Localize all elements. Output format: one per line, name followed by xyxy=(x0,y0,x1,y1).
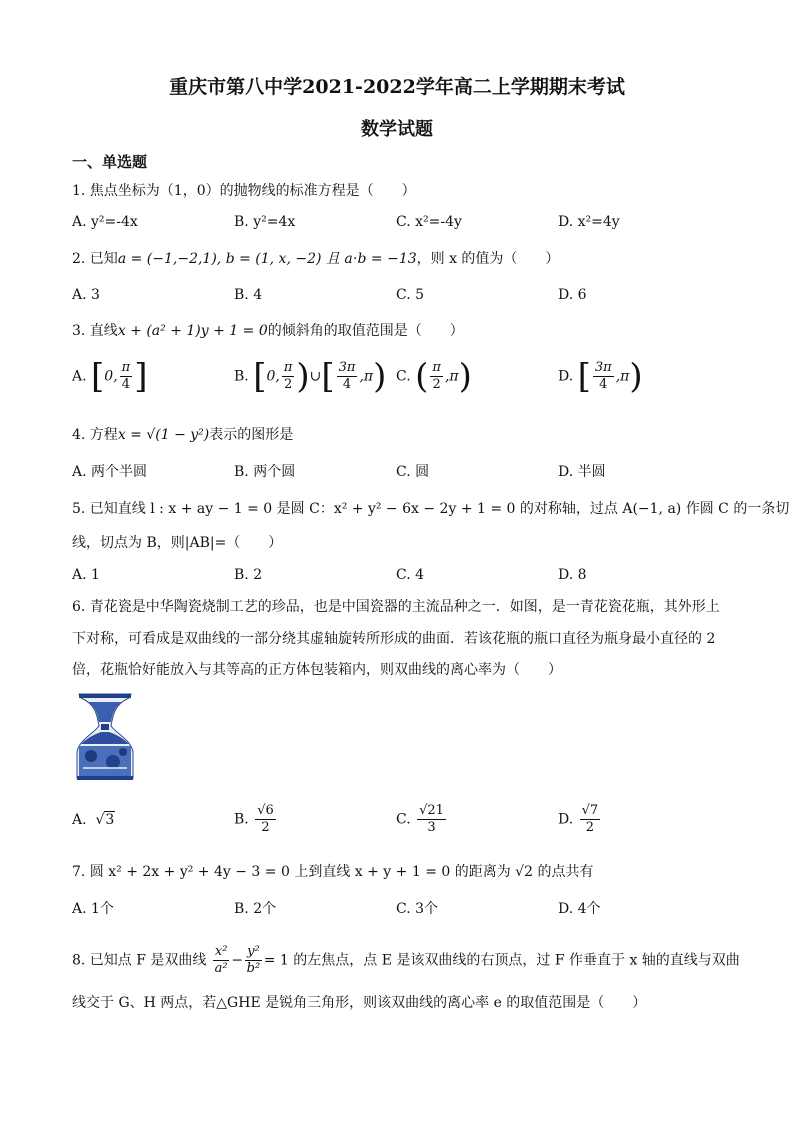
q2-option-b: B. 4 xyxy=(234,287,263,303)
question-7: 7. 圆 x² + 2x + y² + 4y − 3 = 0 上到直线 x + y + 1 = 0 的距离为 √2 的点共有 xyxy=(72,864,594,880)
q3-option-d: D. [ $\frac{3\pi}{4}$ ,π) xyxy=(558,356,643,397)
q6-option-c: C. $\frac{√21}{3}$ xyxy=(396,803,444,835)
q4-suffix: 表示的图形是 xyxy=(209,427,294,443)
q2-option-d: D. 6 xyxy=(558,287,587,303)
q6-option-d: D. $\frac{√7}{2}$ xyxy=(558,803,599,835)
q2-option-c: C. 5 xyxy=(396,287,425,303)
q3-suffix: 的倾斜角的取值范围是（ ） xyxy=(267,323,464,339)
q4-option-c: C. 圆 xyxy=(396,464,430,480)
question-6-line-1: 6. 青花瓷是中华陶瓷烧制工艺的珍品，也是中国瓷器的主流品种之一．如图，是一青花瓷花瓶，其外形上 xyxy=(72,599,720,615)
q3-option-c: C. ( $\frac{\pi}{2}$ ,π) xyxy=(396,356,472,397)
q4-math: x = √(1 − y²) xyxy=(117,427,210,443)
q2-suffix: ，则 x 的值为（ ） xyxy=(416,251,560,267)
q8-prefix: 8. 已知点 F 是双曲线 xyxy=(72,952,207,969)
question-1: 1. 焦点坐标为（1，0）的抛物线的标准方程是（ ） xyxy=(72,183,416,199)
question-2 xyxy=(72,249,559,269)
q5-option-b: B. 2 xyxy=(234,567,263,583)
exam-subtitle: 数学试题 xyxy=(361,119,433,140)
question-8-line-1: 8. 已知点 F 是双曲线 $\frac{\text{x²}}{\text{a²}}$ − $\frac{\text{y²}}{\text{b²}}$ = 1 的左焦点，点 E 是该双曲线的右顶点，过 F 作垂直于 x 轴的直线与双曲 xyxy=(72,944,740,976)
q3-prefix: 3. 直线 xyxy=(72,323,118,339)
question-5-line-2: 线，切点为 B，则|AB|=（ ） xyxy=(72,535,283,551)
q7-option-b: B. 2个 xyxy=(234,901,277,917)
question-8-line-2: 线交于 G、H 两点，若△GHE 是锐角三角形，则该双曲线的离心率 e 的取值范围是（ ） xyxy=(72,995,647,1011)
q1-option-a: A. y²=-4x xyxy=(72,214,138,230)
question-6-line-3: 倍，花瓶恰好能放入与其等高的正方体包装箱内，则双曲线的离心率为（ ） xyxy=(72,662,562,678)
question-4 xyxy=(72,425,293,445)
q3-math: x + (a² + 1)y + 1 = 0 xyxy=(117,323,268,339)
q2-math: a = (−1,−2,1), b = (1, x, −2) 且 a⋅b = −13 xyxy=(117,251,417,267)
q7-option-d: D. 4个 xyxy=(558,901,601,917)
q5-option-a: A. 1 xyxy=(72,567,100,583)
q5-option-c: C. 4 xyxy=(396,567,425,583)
q5-option-d: D. 8 xyxy=(558,567,587,583)
q3-option-a: A. [0, $\frac{\pi}{4}$ ] xyxy=(72,356,148,397)
q1-option-b: B. y²=4x xyxy=(234,214,296,230)
q3-option-b: B. [0, $\frac{\pi}{2}$ )∪[ $\frac{3\pi}{4}$ ,π) xyxy=(234,356,387,397)
q7-option-a: A. 1个 xyxy=(72,901,114,917)
exam-title: 重庆市第八中学2021-2022学年高二上学期期末考试 xyxy=(169,76,625,98)
q8-suffix: = 1 的左焦点，点 E 是该双曲线的右顶点，过 F 作垂直于 x 轴的直线与双曲 xyxy=(263,952,740,969)
vase-image xyxy=(73,692,137,784)
q7-option-c: C. 3个 xyxy=(396,901,439,917)
question-5-line-1: 5. 已知直线 l : x + ay − 1 = 0 是圆 C：x² + y² − 6x − 2y + 1 = 0 的对称轴，过点 A(−1, a) 作圆 C 的一条切 xyxy=(72,501,790,517)
q6-option-a: A. √3 xyxy=(72,812,115,828)
q1-option-c: C. x²=-4y xyxy=(396,214,462,230)
q4-option-b: B. 两个圆 xyxy=(234,464,296,480)
q1-option-d: D. x²=4y xyxy=(558,214,620,230)
question-6-line-2: 下对称，可看成是双曲线的一部分绕其虚轴旋转所形成的曲面．若该花瓶的瓶口直径为瓶身最小直径的 2 xyxy=(72,631,716,647)
question-3 xyxy=(72,321,464,341)
section-heading: 一、单选题 xyxy=(72,153,148,171)
q4-option-d: D. 半圆 xyxy=(558,464,606,480)
q6-option-b: B. $\frac{√6}{2}$ xyxy=(234,803,274,835)
q2-prefix: 2. 已知 xyxy=(72,251,118,267)
q2-option-a: A. 3 xyxy=(72,287,100,303)
q4-prefix: 4. 方程 xyxy=(72,427,118,443)
q4-option-a: A. 两个半圆 xyxy=(72,464,148,480)
